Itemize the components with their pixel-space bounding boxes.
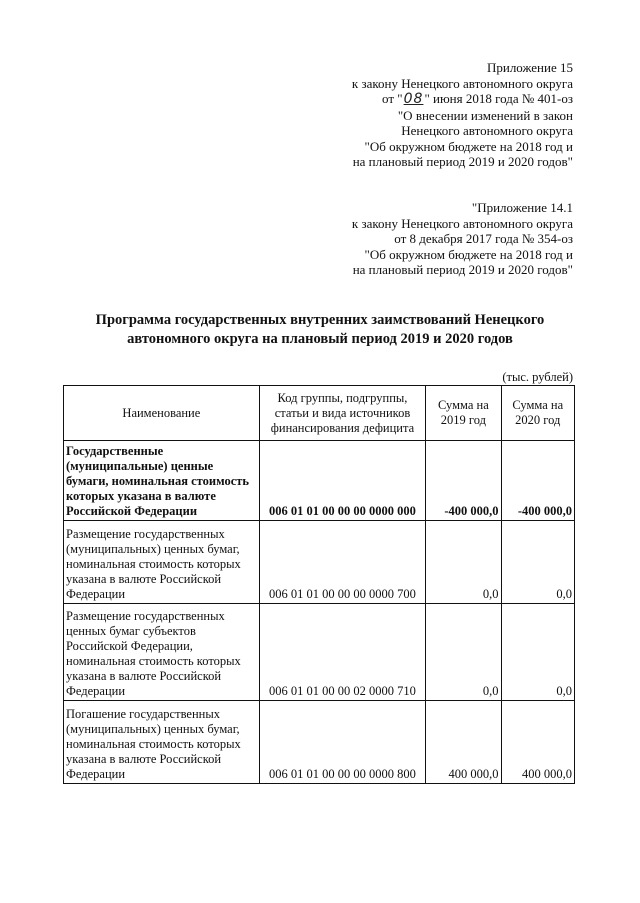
row-name: Размещение государственных ценных бумаг субъектов Российской Федерации, номинальная стоимость которых указана в валюте Российской Федерации bbox=[64, 604, 260, 701]
appendix-15-header bbox=[352, 60, 573, 170]
row-name: Государственные (муниципальные) ценные бумаги, номинальная стоимость которых указана в валюте Российской Федерации bbox=[64, 441, 260, 521]
appendix-14-1-line3: от 8 декабря 2017 года № 354-оз bbox=[394, 231, 573, 246]
row-code: 006 01 01 00 00 00 0000 700 bbox=[259, 521, 426, 604]
table-row bbox=[64, 604, 575, 701]
appendix-15-line3 bbox=[352, 91, 573, 108]
document-title bbox=[40, 311, 600, 349]
table-row bbox=[64, 701, 575, 784]
appendix-14-1-line5: на плановый период 2019 и 2020 годов" bbox=[352, 262, 573, 277]
row-sum-2019: -400 000,0 bbox=[426, 441, 501, 521]
row-code: 006 01 01 00 00 00 0000 000 bbox=[259, 441, 426, 521]
row-code: 006 01 01 00 00 00 0000 800 bbox=[259, 701, 426, 784]
row-sum-2020: 0,0 bbox=[501, 604, 574, 701]
appendix-14-1-header bbox=[352, 200, 573, 278]
row-code: 006 01 01 00 00 02 0000 710 bbox=[259, 604, 426, 701]
appendix-15-line7: на плановый период 2019 и 2020 годов" bbox=[352, 154, 573, 169]
appendix-15-line2: к закону Ненецкого автономного округа bbox=[351, 75, 573, 91]
appendix-14-1-line1: "Приложение 14.1 bbox=[471, 200, 573, 215]
header-name: Наименование bbox=[64, 386, 260, 441]
appendix-14-1-line4: "Об окружном бюджете на 2018 год и bbox=[364, 246, 573, 262]
date-prefix: от " bbox=[382, 91, 403, 106]
appendix-14-1-line2: к закону Ненецкого автономного округа bbox=[351, 215, 573, 231]
header-sum-2020: Сумма на 2020 год bbox=[501, 386, 574, 441]
handwritten-day: 08 bbox=[403, 91, 424, 107]
row-name: Погашение государственных (муниципальных) ценных бумаг, номинальная стоимость которых указана в валюте Российской Федерации bbox=[64, 701, 260, 784]
date-suffix: " июня 2018 года № 401-оз bbox=[424, 91, 573, 106]
header-code: Код группы, подгруппы, статьи и вида источников финансирования дефицита bbox=[259, 386, 426, 441]
units-label: (тыс. рублей) bbox=[502, 370, 573, 384]
row-sum-2020: 0,0 bbox=[501, 521, 574, 604]
table-header-row bbox=[64, 386, 575, 441]
appendix-15-line1: Приложение 15 bbox=[486, 60, 573, 75]
row-sum-2019: 0,0 bbox=[426, 604, 501, 701]
row-sum-2019: 0,0 bbox=[426, 521, 501, 604]
row-name: Размещение государственных (муниципальных) ценных бумаг, номинальная стоимость которых указана в валюте Российской Федерации bbox=[64, 521, 260, 604]
row-sum-2019: 400 000,0 bbox=[426, 701, 501, 784]
appendix-15-line5: Ненецкого автономного округа bbox=[401, 123, 573, 138]
appendix-15-line4: "О внесении изменений в закон bbox=[397, 107, 573, 123]
header-sum-2019: Сумма на 2019 год bbox=[426, 386, 501, 441]
table-row bbox=[64, 441, 575, 521]
row-sum-2020: -400 000,0 bbox=[501, 441, 574, 521]
document-title-line2: автономного округа на плановый период 2019 и 2020 годов bbox=[127, 331, 513, 347]
document-title-line1: Программа государственных внутренних заимствований Ненецкого bbox=[95, 312, 545, 328]
table-row bbox=[64, 521, 575, 604]
borrowing-program-table bbox=[63, 385, 575, 784]
row-sum-2020: 400 000,0 bbox=[501, 701, 574, 784]
appendix-15-line6: "Об окружном бюджете на 2018 год и bbox=[364, 138, 573, 154]
